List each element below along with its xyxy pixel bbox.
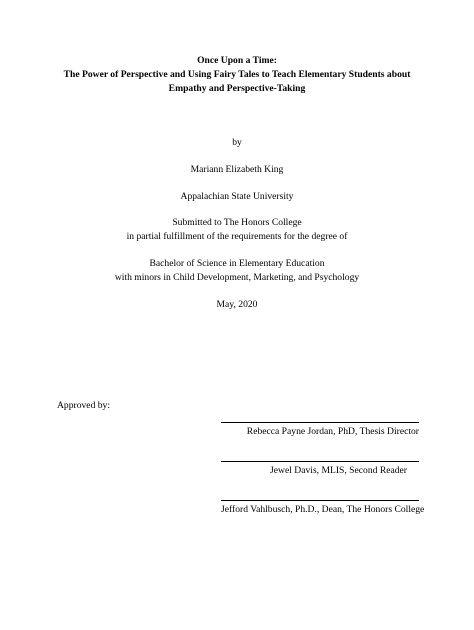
degree-line-1: Bachelor of Science in Elementary Education xyxy=(149,258,325,269)
by-label: by xyxy=(232,137,242,148)
degree-line-2: with minors in Child Development, Marketing, and Psychology xyxy=(114,272,360,283)
submission-date: May, 2020 xyxy=(216,299,258,310)
signature-block-second-reader xyxy=(221,461,419,477)
signatory-name: Rebecca Payne Jordan, PhD, Thesis Director xyxy=(246,426,419,437)
title-line-3: Empathy and Perspective-Taking xyxy=(168,83,306,94)
signature-line xyxy=(221,461,419,462)
university-name: Appalachian State University xyxy=(180,191,294,202)
signature-line xyxy=(221,500,419,501)
signatory-name: Jewel Davis, MLIS, Second Reader xyxy=(270,465,407,476)
signatory-name: Jefford Vahlbusch, Ph.D., Dean, The Honors College xyxy=(221,504,425,515)
submission-line-2: in partial fulfillment of the requirements for the degree of xyxy=(126,231,348,242)
approved-by-label: Approved by: xyxy=(57,400,111,411)
title-line-1: Once Upon a Time: xyxy=(197,55,277,66)
title-line-2: The Power of Perspective and Using Fairy Tales to Teach Elementary Students about xyxy=(63,69,411,80)
signature-block-thesis-director xyxy=(221,422,419,438)
signature-block-dean xyxy=(221,500,425,516)
submission-line-1: Submitted to The Honors College xyxy=(172,217,302,228)
signature-line xyxy=(221,422,419,423)
author-name: Mariann Elizabeth King xyxy=(190,164,284,175)
